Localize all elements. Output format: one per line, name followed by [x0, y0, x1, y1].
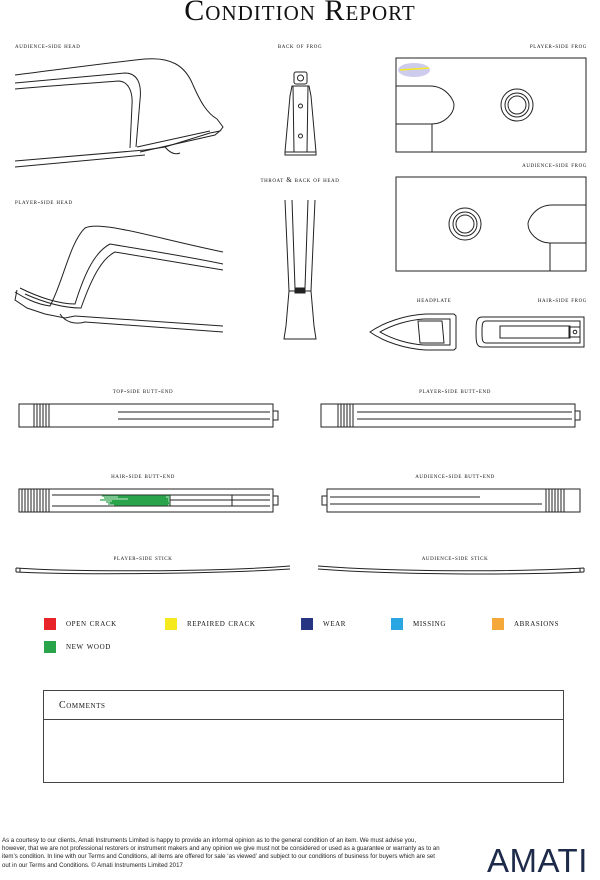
legend-abrasions[interactable] — [492, 617, 559, 631]
hair-side-butt-end-drawing[interactable] — [18, 488, 280, 514]
player-side-stick-drawing[interactable] — [14, 562, 294, 578]
label-player-side-butt-end: player-side butt-end — [419, 387, 491, 395]
repaired-crack-swatch — [165, 618, 177, 630]
hair-side-frog-drawing[interactable] — [474, 315, 586, 349]
disclaimer-text: As a courtesy to our clients, Amati Instruments Limited is happy to provide an informal opinion as to the general condition of an item. We must advise you, however, that we are not professional restorers or instrument makers and any opinion we give must not be considered or used as a guarantee or warranty as to an item’s condition. In line with our Terms and Conditions, all items are offered for sale ‘as viewed’ and subject to our conditions of business for buyers which are set out in our Terms and Conditions. © Amati Instruments Limited 2017 — [2, 837, 440, 869]
audience-side-stick-drawing[interactable] — [316, 562, 588, 578]
legend-wear[interactable] — [301, 617, 346, 631]
audience-side-butt-end-drawing[interactable] — [320, 488, 582, 514]
legend-label: abrasions — [514, 619, 560, 629]
label-throat-back-of-head: throat & back of head — [260, 176, 340, 184]
label-player-side-stick: player-side stick — [113, 554, 173, 562]
comments-box — [43, 690, 564, 783]
legend-new-wood[interactable] — [44, 640, 111, 654]
page-title: Condition Report — [184, 0, 416, 27]
label-top-side-butt-end: top-side butt-end — [112, 387, 174, 395]
legend-label: missing — [413, 619, 446, 629]
comments-heading: Comments — [44, 691, 563, 720]
audience-side-frog-drawing[interactable] — [396, 177, 588, 273]
legend-repaired-crack[interactable] — [165, 617, 255, 631]
missing-swatch — [391, 618, 403, 630]
new-wood-swatch — [44, 641, 56, 653]
audience-side-head-drawing[interactable] — [15, 55, 227, 170]
label-headplate: headplate — [417, 296, 452, 304]
label-hair-side-butt-end: hair-side butt-end — [111, 472, 175, 480]
label-player-side-frog: player-side frog — [529, 42, 587, 50]
legend-label: open crack — [66, 619, 117, 629]
new-wood-marking — [100, 496, 170, 505]
top-side-butt-end-drawing[interactable] — [18, 403, 280, 429]
label-hair-side-frog: hair-side frog — [537, 296, 587, 304]
legend-missing[interactable] — [391, 617, 446, 631]
legend-label: new wood — [66, 642, 111, 652]
player-side-frog-drawing[interactable] — [396, 58, 588, 154]
legend-open-crack[interactable] — [44, 617, 117, 631]
player-side-head-drawing[interactable] — [15, 222, 227, 337]
wear-swatch — [301, 618, 313, 630]
label-audience-side-butt-end: audience-side butt-end — [415, 472, 495, 480]
label-audience-side-stick: audience-side stick — [421, 554, 489, 562]
legend-label: wear — [323, 619, 347, 629]
abrasions-swatch — [492, 618, 504, 630]
legend-label: repaired crack — [187, 619, 256, 629]
label-audience-side-frog: audience-side frog — [522, 161, 587, 169]
back-of-frog-drawing[interactable] — [282, 70, 320, 156]
label-back-of-frog: back of frog — [277, 42, 323, 50]
label-player-side-head: player-side head — [15, 198, 73, 206]
throat-back-of-head-drawing[interactable] — [282, 196, 320, 341]
comments-field[interactable] — [44, 720, 563, 781]
amati-logo[interactable]: AMATI — [487, 842, 588, 879]
player-side-butt-end-drawing[interactable] — [320, 403, 582, 429]
open-crack-swatch — [44, 618, 56, 630]
label-audience-side-head: audience-side head — [15, 42, 81, 50]
headplate-drawing[interactable] — [366, 312, 459, 352]
